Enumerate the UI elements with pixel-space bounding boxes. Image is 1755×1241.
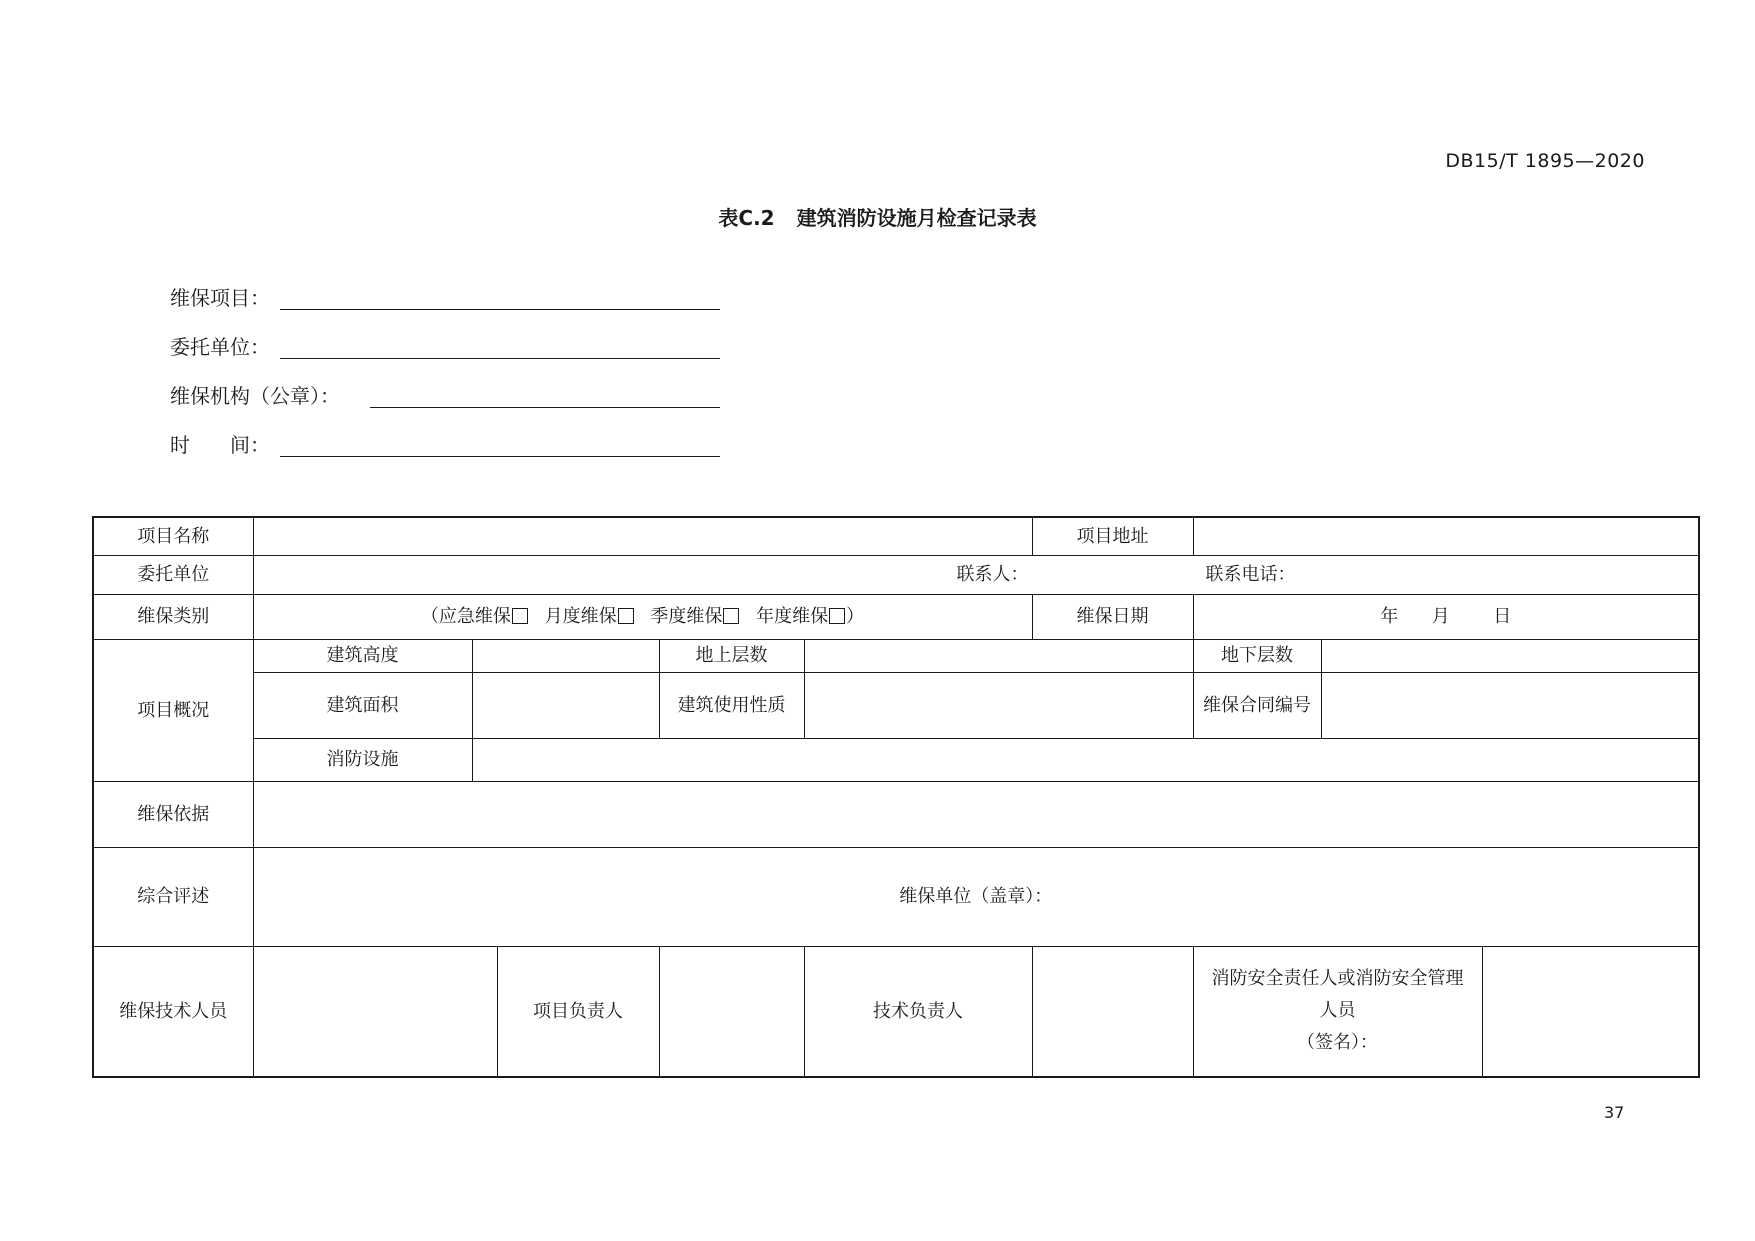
building-height-label: 建筑高度 (253, 639, 472, 672)
checkbox-emergency[interactable] (512, 608, 528, 624)
page-number: 37 (1604, 1103, 1625, 1122)
client-unit-label: 委托单位 (93, 555, 253, 594)
floors-below-label: 地下层数 (1193, 639, 1321, 672)
date-month: 月 (1431, 606, 1450, 627)
row-overview-1 (93, 639, 1699, 672)
building-use-label: 建筑使用性质 (659, 672, 804, 738)
building-height-value (472, 639, 659, 672)
field-agency-line (370, 407, 720, 408)
inspection-record-table (92, 516, 1700, 1078)
maint-date-label: 维保日期 (1032, 594, 1193, 639)
tech-staff-label: 维保技术人员 (93, 946, 253, 1077)
tech-leader-label: 技术负责人 (804, 946, 1032, 1077)
row-basis (93, 781, 1699, 847)
maint-date-value (1193, 594, 1699, 639)
checkbox-annual[interactable] (829, 608, 845, 624)
maint-unit-seal: 维保单位（盖章）： (899, 886, 1053, 907)
client-unit-value (253, 555, 1699, 594)
evaluation-label: 综合评述 (93, 847, 253, 946)
field-project (170, 284, 270, 312)
row-project-name (93, 517, 1699, 555)
building-use-value (804, 672, 1193, 738)
field-agency (170, 382, 340, 410)
date-year: 年 (1380, 606, 1399, 627)
maint-type-label: 维保类别 (93, 594, 253, 639)
row-overview-2 (93, 672, 1699, 738)
signature-label: （签名）： (1297, 1032, 1379, 1054)
floors-below-value (1321, 639, 1699, 672)
basis-value (253, 781, 1699, 847)
project-address-value (1193, 517, 1699, 555)
floors-above-label: 地上层数 (659, 639, 804, 672)
checkbox-quarterly[interactable] (723, 608, 739, 624)
evaluation-value (253, 847, 1699, 946)
fire-facilities-value (472, 738, 1699, 781)
field-client (170, 333, 270, 361)
table-number: 表C.2 (718, 206, 775, 230)
project-address-label: 项目地址 (1032, 517, 1193, 555)
row-signatures (93, 946, 1699, 1077)
type-open: （应急维保 (420, 606, 511, 627)
basis-label: 维保依据 (93, 781, 253, 847)
standard-code: DB15/T 1895—2020 (1445, 150, 1645, 172)
field-project-line (280, 309, 720, 310)
date-day: 日 (1493, 606, 1512, 627)
row-client (93, 555, 1699, 594)
safety-manager-value (1482, 946, 1699, 1077)
building-area-label: 建筑面积 (253, 672, 472, 738)
type-quarterly: 季度维保 (650, 606, 723, 627)
tech-staff-value (253, 946, 497, 1077)
type-monthly: 月度维保 (544, 606, 617, 627)
building-area-value (472, 672, 659, 738)
row-maint-type (93, 594, 1699, 639)
contract-no-label: 维保合同编号 (1193, 672, 1321, 738)
tech-leader-value (1032, 946, 1193, 1077)
project-name-label: 项目名称 (93, 517, 253, 555)
checkbox-monthly[interactable] (618, 608, 634, 624)
type-close: ） (846, 606, 865, 627)
contact-person-label: 联系人： (956, 563, 1029, 585)
field-client-line (280, 358, 720, 359)
maint-type-options (253, 594, 1032, 639)
project-leader-label: 项目负责人 (497, 946, 659, 1077)
safety-manager-cell (1193, 946, 1482, 1077)
contact-phone-label: 联系电话： (1205, 563, 1296, 585)
field-time-label: 时 间： (170, 433, 270, 457)
field-client-label: 委托单位： (170, 335, 270, 359)
field-project-label: 维保项目： (170, 286, 270, 310)
field-time (170, 431, 270, 459)
row-overview-3 (93, 738, 1699, 781)
fire-facilities-label: 消防设施 (253, 738, 472, 781)
field-time-line (280, 456, 720, 457)
contract-no-value (1321, 672, 1699, 738)
overview-label: 项目概况 (93, 639, 253, 781)
project-leader-value (659, 946, 804, 1077)
floors-above-value (804, 639, 1193, 672)
document-title (0, 202, 1755, 231)
field-agency-label: 维保机构（公章）： (170, 384, 340, 408)
table-title: 建筑消防设施月检查记录表 (796, 206, 1037, 230)
safety-manager-label: 消防安全责任人或消防安全管理人员 (1211, 968, 1464, 1022)
project-name-value (253, 517, 1032, 555)
type-annual: 年度维保 (756, 606, 829, 627)
row-evaluation (93, 847, 1699, 946)
